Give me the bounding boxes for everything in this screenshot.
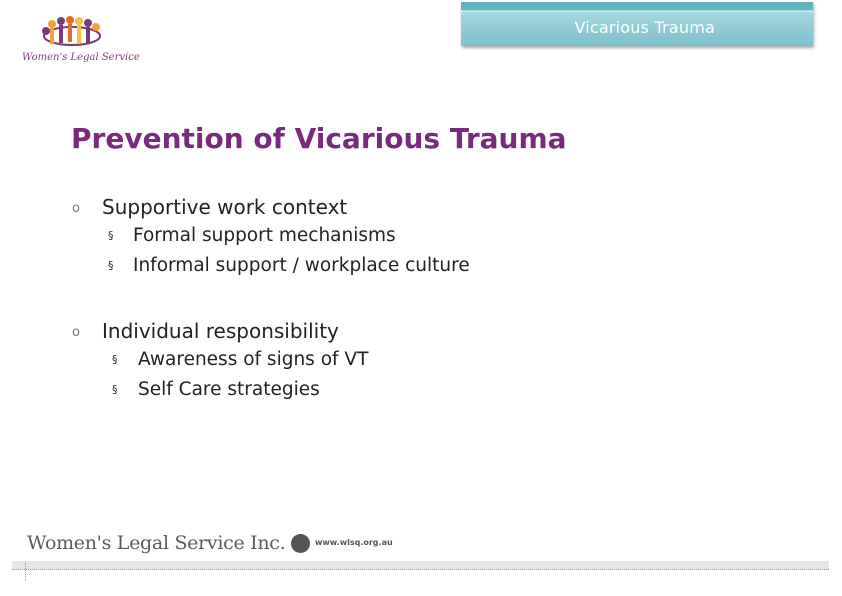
header-banner	[461, 2, 813, 46]
square-bullet-icon: §	[108, 259, 114, 272]
logo-text: Women's Legal Service	[22, 52, 140, 63]
sub-list-item-label: Awareness of signs of VT	[138, 349, 369, 370]
square-bullet-icon: §	[112, 383, 118, 396]
circle-bullet-icon: o	[72, 325, 80, 340]
list-item-label: Supportive work context	[102, 195, 348, 219]
list-item-label: Individual responsibility	[102, 319, 339, 343]
header-title: Vicarious Trauma	[574, 18, 715, 37]
circle-emblem-icon	[291, 534, 310, 553]
sub-list-item-label: Formal support mechanisms	[133, 225, 396, 246]
circle-bullet-icon: o	[72, 201, 80, 216]
square-bullet-icon: §	[112, 353, 118, 366]
people-circle-icon	[28, 14, 118, 50]
footer-org-name: Women's Legal Service Inc.	[27, 532, 286, 554]
sub-list-item-label: Self Care strategies	[138, 379, 320, 400]
square-bullet-icon: §	[108, 229, 114, 242]
slide-title: Prevention of Vicarious Trauma	[71, 122, 567, 155]
footer-url: www.wlsq.org.au	[315, 538, 393, 547]
sub-list-item-label: Informal support / workplace culture	[133, 255, 470, 276]
footer-tick-divider	[25, 563, 26, 581]
organization-logo	[20, 14, 140, 70]
footer-divider	[12, 561, 829, 570]
